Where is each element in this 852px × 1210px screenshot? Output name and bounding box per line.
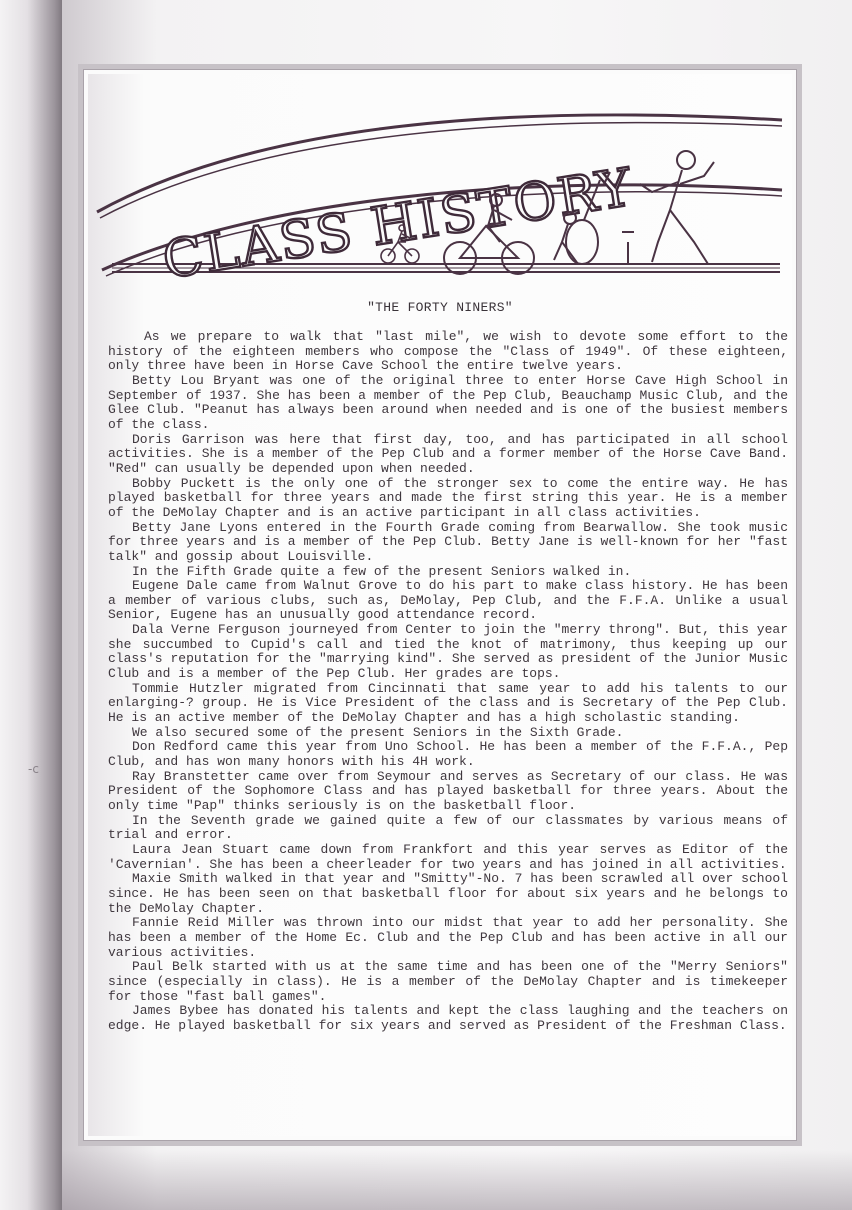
paragraph-james-bybee: James Bybee has donated his talents and kept the class laughing and the teachers on edge. He played basketball for six years and served as President of the Freshman Class. <box>108 1003 788 1033</box>
paragraph-betty-lou-bryant: Betty Lou Bryant was one of the original three to enter Horse Cave High School in September of 1937. She has been a member of the Pep Club, Beauchamp Music Club, and the Glee Club. "Peanut has always been around when needed and is one of the busiest members of the class. <box>108 372 788 432</box>
paragraph-intro: As we prepare to walk that "last mile", we wish to devote some effort to the history of the eighteen members who compose the "Class of 1949". Of these eighteen, only three have been in Horse Cave School the entire twelve years. <box>108 329 788 374</box>
dancer-figure <box>640 151 714 264</box>
page-bottom-shadow <box>62 1150 852 1210</box>
paragraph-fannie-reid-miller: Fannie Reid Miller was thrown into our midst that year to add her personality. She has been a member of the Home Ec. Club and the Pep Club and has been active in all our various activities. <box>108 915 788 960</box>
paragraph-sixth-grade: We also secured some of the present Seniors in the Sixth Grade. <box>132 724 624 740</box>
class-history-body <box>108 330 788 1034</box>
paragraph-don-redford: Don Redford came this year from Uno School. He has been a member of the F.F.A., Pep Club, and has won many honors with his 4H work. <box>108 739 788 770</box>
paragraph-fifth-grade: In the Fifth Grade quite a few of the present Seniors walked in. <box>132 563 632 579</box>
margin-mark: -c <box>28 762 39 776</box>
paragraph-maxie-smith: Maxie Smith walked in that year and "Smitty"-No. 7 has been scrawled all over school since. He has been seen on that basketball floor for about six years and he belongs to the DeMolay Chapter. <box>108 871 788 916</box>
subtitle: "THE FORTY NINERS" <box>367 300 513 315</box>
paragraph-ray-branstetter: Ray Branstetter came over from Seymour and serves as Secretary of our class. He was President of the Sophomore Class and has played basketball for three years. About the only time "Pap" thinks seriously is on the basketball floor. <box>108 768 788 813</box>
paragraph-bobby-puckett: Bobby Puckett is the only one of the stronger sex to come the entire way. He has played basketball for three years and made the first string this year. He is a member of the DeMolay Chapter and is an active participant in all class activities. <box>108 475 788 520</box>
paragraph-paul-belk: Paul Belk started with us at the same time and has been one of the "Merry Seniors" since (especially in class). He is a member of the DeMolay Chapter and is timekeeper for those "fast ball games". <box>108 959 788 1004</box>
paragraph-dala-verne-ferguson: Dala Verne Ferguson journeyed from Center to join the "merry throng". But, this year she succumbed to Cupid's call and tied the knot of matrimony, thus keeping up our class's reputation for the "marrying kind". She served as president of the Junior Music Club and is a member of the Pep Club. Her grades are tops. <box>108 622 788 682</box>
page-title: CLASS HISTORY <box>158 157 638 292</box>
paragraph-doris-garrison: Doris Garrison was here that first day, too, and has participated in all school activities. She is a member of the Pep Club and a former member of the Horse Cave Band. "Red" can usually be depended upon when needed. <box>108 431 788 476</box>
paragraph-seventh-grade: In the Seventh grade we gained quite a few of our classmates by various means of trial and error. <box>108 812 788 843</box>
book-spine <box>0 0 68 1210</box>
paragraph-betty-jane-lyons: Betty Jane Lyons entered in the Fourth Grade coming from Bearwallow. She took music for three years and is a member of the Pep Club. Betty Jane is well-known for her "fast talk" and gossip about Louisville. <box>108 519 788 564</box>
paragraph-laura-jean-stuart: Laura Jean Stuart came down from Frankfort and this year serves as Editor of the 'Cavernian'. She has been a cheerleader for two years and has joined in all activities. <box>108 841 788 872</box>
paragraph-tommie-hutzler: Tommie Hutzler migrated from Cincinnati that same year to add his talents to our enlarging-? group. He is Vice President of the class and is Secretary of the Pep Club. He is an active member of the DeMolay Chapter and has a high scholastic standing. <box>108 680 788 726</box>
paragraph-eugene-dale: Eugene Dale came from Walnut Grove to do his part to make class history. He has been a member of various clubs, such as, DeMolay, Pep Club, and the F.F.A. Unlike a usual Senior, Eugene has an unusually good attendance record. <box>108 578 788 623</box>
class-history-banner <box>92 92 792 292</box>
